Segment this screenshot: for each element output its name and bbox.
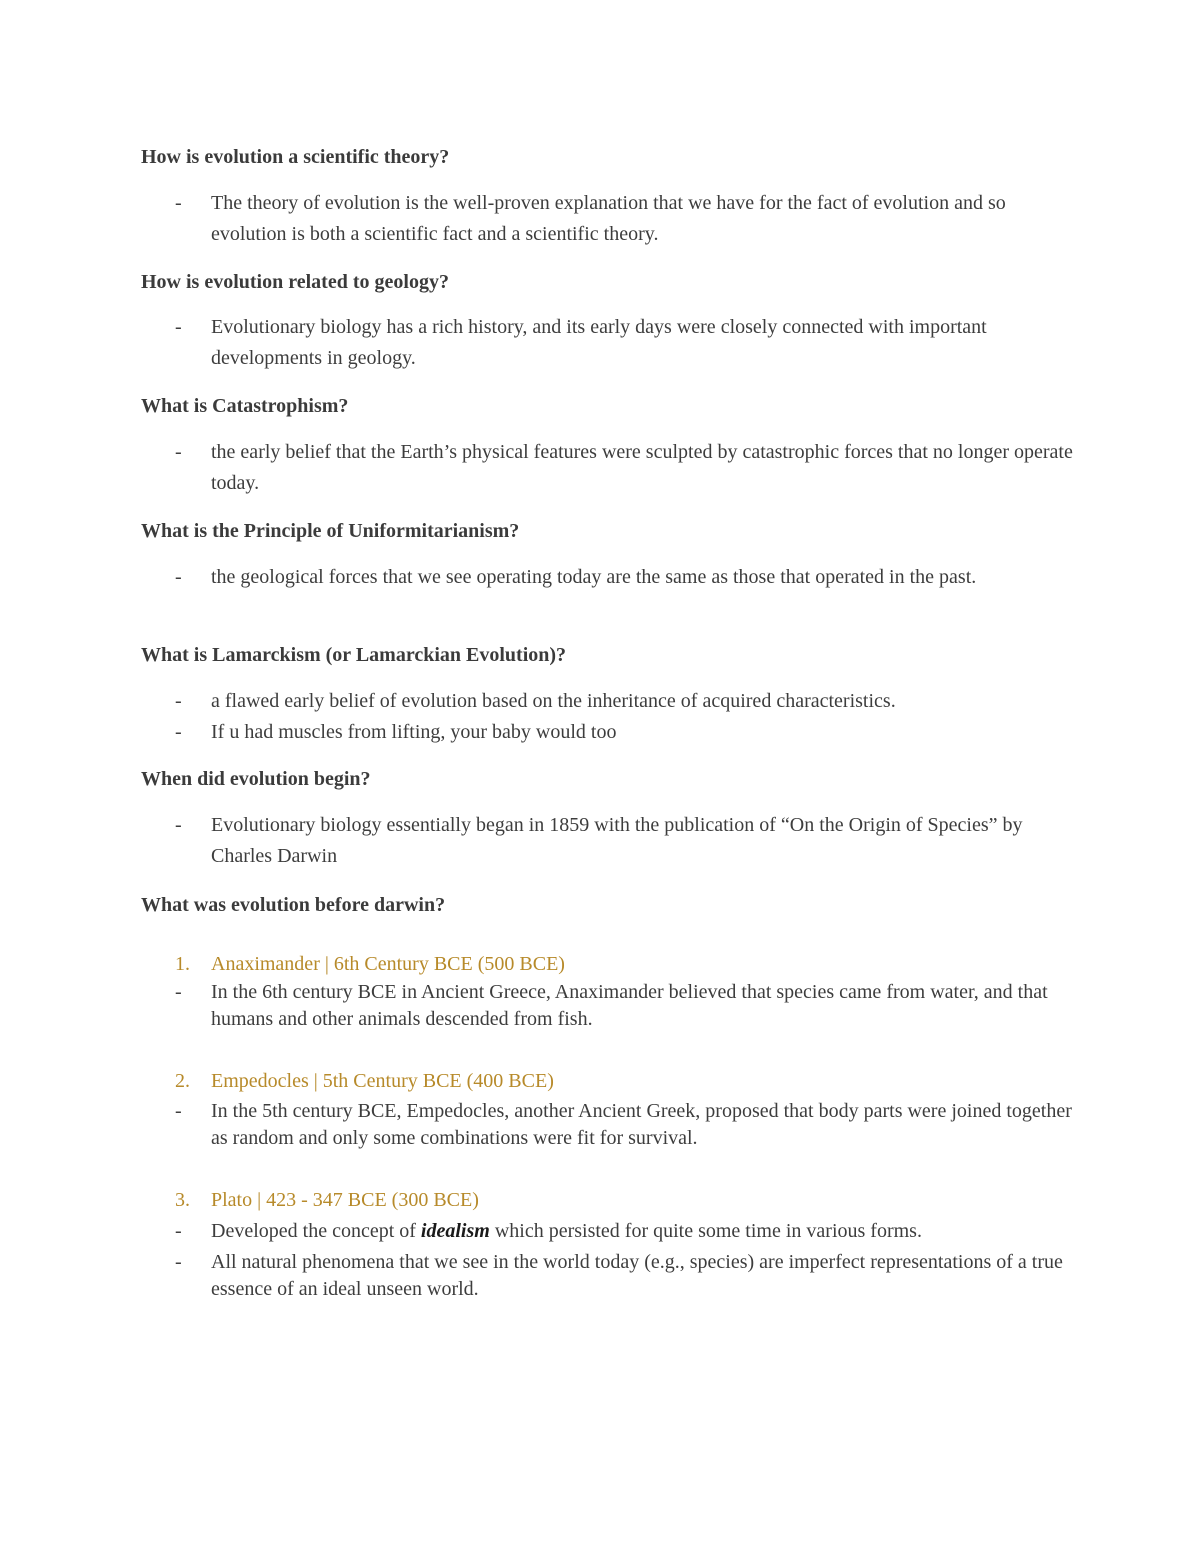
- figure-heading: Empedocles | 5th Century BCE (400 BCE): [211, 1070, 554, 1092]
- figure-heading: Plato | 423 - 347 BCE (300 BCE): [211, 1189, 479, 1211]
- answer-bullet: [175, 1098, 1075, 1152]
- question-heading: What is Catastrophism?: [141, 395, 349, 417]
- dash-marker: -: [175, 1100, 182, 1122]
- dash-marker: -: [175, 981, 182, 1003]
- question-heading: How is evolution related to geology?: [141, 271, 449, 293]
- answer-text: The theory of evolution is the well-proven explanation that we have for the fact of evolution and so evolution is both a scientific fact and a scientific theory.: [211, 192, 1006, 245]
- dash-marker: -: [175, 316, 182, 338]
- answer-bullet: [175, 312, 1075, 374]
- dash-marker: -: [175, 721, 182, 743]
- answer-text: [211, 1218, 1075, 1245]
- answer-bullet: [175, 686, 1075, 717]
- list-number: 3.: [175, 1189, 190, 1211]
- answer-text: Evolutionary biology has a rich history, and its early days were closely connected with important developments in geology.: [211, 316, 987, 369]
- dash-marker: -: [175, 1251, 182, 1273]
- answer-text: In the 5th century BCE, Empedocles, another Ancient Greek, proposed that body parts were joined together as random and only some combinations were fit for survival.: [211, 1100, 1072, 1149]
- answer-text-before: Developed the concept of: [211, 1220, 421, 1242]
- answer-text: a flawed early belief of evolution based on the inheritance of acquired characteristics.: [211, 690, 896, 712]
- answer-bullet: [175, 979, 1075, 1033]
- answer-text: Evolutionary biology essentially began in 1859 with the publication of “On the Origin of Species” by Charles Darwin: [211, 814, 1023, 867]
- emphasized-term: idealism: [420, 1220, 490, 1242]
- answer-bullet: [175, 717, 1075, 748]
- list-number: 2.: [175, 1070, 190, 1092]
- answer-text: If u had muscles from lifting, your baby would too: [211, 721, 617, 743]
- dash-marker: -: [175, 814, 182, 836]
- dash-marker: -: [175, 192, 182, 214]
- dash-marker: -: [175, 1220, 182, 1242]
- numbered-heading: [175, 1068, 554, 1095]
- answer-bullet: [175, 810, 1075, 872]
- answer-bullet: [175, 562, 1075, 593]
- answer-bullet: [175, 1249, 1075, 1303]
- question-heading: When did evolution begin?: [141, 768, 371, 790]
- answer-text-after: which persisted for quite some time in various forms.: [489, 1220, 922, 1242]
- question-heading: How is evolution a scientific theory?: [141, 146, 450, 168]
- dash-marker: -: [175, 690, 182, 712]
- figure-heading: Anaximander | 6th Century BCE (500 BCE): [211, 953, 565, 975]
- question-heading: What is the Principle of Uniformitarianism?: [141, 520, 520, 542]
- dash-marker: -: [175, 566, 182, 588]
- numbered-heading: [175, 1187, 479, 1214]
- answer-bullet: [175, 188, 1075, 250]
- dash-marker: -: [175, 441, 182, 463]
- question-heading: What was evolution before darwin?: [141, 894, 446, 916]
- answer-text: All natural phenomena that we see in the world today (e.g., species) are imperfect representations of a true essence of an ideal unseen world.: [211, 1251, 1063, 1300]
- list-number: 1.: [175, 953, 190, 975]
- answer-text: the early belief that the Earth’s physical features were sculpted by catastrophic forces that no longer operate today.: [211, 441, 1073, 494]
- answer-bullet: [175, 437, 1075, 499]
- answer-text: the geological forces that we see operating today are the same as those that operated in the past.: [211, 566, 977, 588]
- question-heading: What is Lamarckism (or Lamarckian Evolution)?: [141, 644, 567, 666]
- answer-text: In the 6th century BCE in Ancient Greece, Anaximander believed that species came from water, and that humans and other animals descended from fish.: [211, 981, 1048, 1030]
- numbered-heading: [175, 951, 565, 978]
- answer-bullet: [175, 1218, 1075, 1245]
